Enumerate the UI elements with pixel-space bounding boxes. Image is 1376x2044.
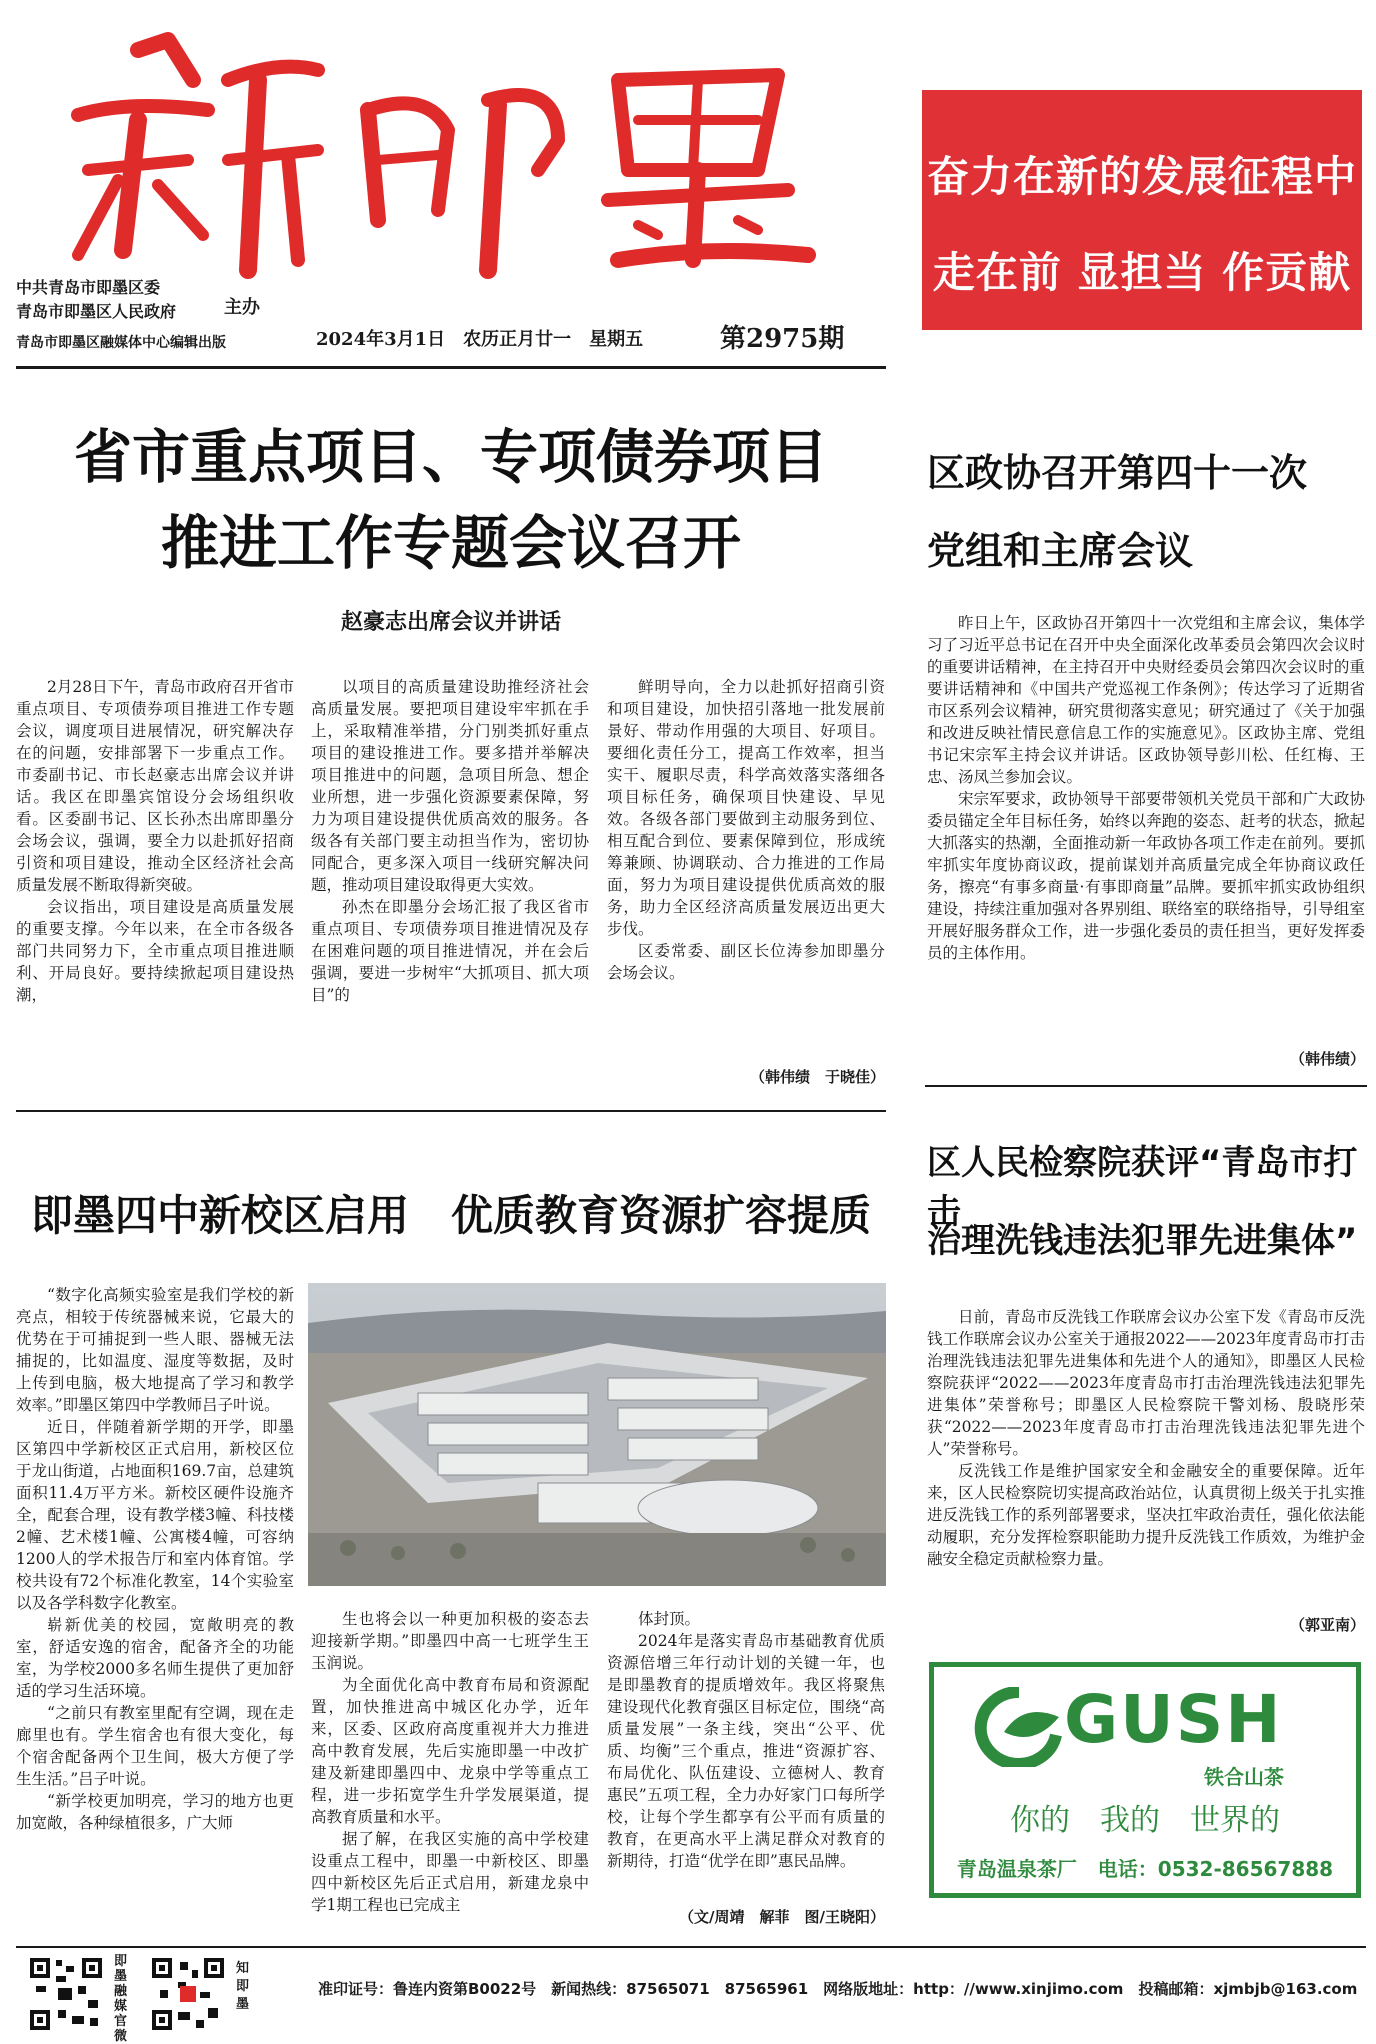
issue-number: 第2975期	[720, 324, 845, 354]
article2-headline-2: 党组和主席会议	[927, 529, 1194, 573]
article1-headline-1: 省市重点项目、专项债券项目	[73, 423, 828, 491]
ad-company: 青岛温泉茶厂	[956, 1857, 1077, 1881]
qr-code-icon	[150, 1956, 226, 2032]
article3-paragraph: “数字化高频实验室是我们学校的新亮点，相较于传统器械来说，它最大的优势在于可捕捉到一些人眼、器械无法捕捉的，比如温度、湿度等数据，及时上传到电脑，极大地提高了学习和教学效率。”即墨区第四中学教师吕子叶说。	[16, 1286, 294, 1414]
publishers	[16, 276, 176, 324]
article3-paragraph: “之前只有教室里配有空调，现在走廊里也有。学生宿舍也有很大变化，每个宿舍配备两个卫生间，极大方便了学生生活。”吕子叶说。	[16, 1704, 294, 1788]
school-campus-illustration	[308, 1283, 886, 1586]
article3-col-1	[16, 1284, 294, 1834]
editor-line: 青岛市即墨区融媒体中心编辑出版	[16, 335, 226, 351]
article1-col-1	[16, 676, 294, 1006]
article1-subhead: 赵豪志出席会议并讲话	[340, 609, 561, 635]
article3-col-3	[607, 1608, 885, 1872]
article3-paragraph: 崭新优美的校园，宽敞明亮的教室，舒适安逸的宿舍，配备齐全的功能室，为学校2000多名师生提供了更加舒适的学习生活环境。	[16, 1616, 294, 1700]
article1-paragraph: 鲜明导向，全力以赴抓好招商引资和项目建设，加快招引落地一批发展前景好、带动作用强的大项目、好项目。要细化责任分工，提高工作效率，担当实干、履职尽责，科学高效落实落细各项目标任务，确保项目快建设、早见效。各级各部门要做到主动服务到位、相互配合到位、要素保障到位，形成统筹兼顾、协调联动、合力推进的工作局面，努力为项目建设提供优质高效的服务，助力全区经济高质量发展迈出更大步伐。	[607, 678, 885, 938]
qr-label-1: 即墨融媒官微	[114, 1954, 128, 2044]
section-rule	[925, 1085, 1367, 1087]
qr-code-icon	[28, 1956, 104, 2032]
article1-col-2	[311, 676, 589, 1006]
article1-col-3	[607, 676, 885, 984]
host-label: 主办	[224, 297, 260, 318]
article2-headline-1: 区政协召开第四十一次	[927, 451, 1308, 495]
article2-body	[927, 612, 1365, 964]
school-campus-photo	[308, 1283, 886, 1586]
section-rule	[16, 1110, 886, 1112]
article1-paragraph: 区委常委、副区长位涛参加即墨分会场会议。	[607, 942, 885, 982]
issue-date: 2024年3月1日 农历正月廿一 星期五	[316, 329, 644, 350]
qr-label-2: 知即墨	[236, 1961, 250, 2012]
article1-headline-2: 推进工作专题会议召开	[160, 509, 741, 577]
banner-line-2: 走在前 显担当 作贡献	[932, 248, 1352, 297]
article4-body	[927, 1306, 1365, 1570]
footer	[0, 1940, 1376, 2044]
banner-line-1: 奋力在新的发展征程中	[926, 152, 1357, 201]
article1-paragraph: 以项目的高质量建设助推经济社会高质量发展。要把项目建设牢牢抓在手上，采取精准举措，分门别类抓好重点项目的建设推进工作。要多措并举解决项目推进中的问题，急项目所急、想企业所想，进一步强化资源要素保障，努力为项目建设提供优质高效的服务。各级各有关部门要主动担当作为，密切协同配合，更多深入项目一线研究解决问题，推动项目建设取得更大实效。	[311, 678, 589, 894]
tea-advertisement	[929, 1662, 1361, 1898]
article4-headline-2: 治理洗钱违法犯罪先进集体”	[927, 1221, 1358, 1261]
ad-product: 铁合山茶	[1204, 1765, 1284, 1789]
article2-byline: （韩伟绩）	[1289, 1050, 1365, 1068]
article1-paragraph: 会议指出，项目建设是高质量发展的重要支撑。今年以来，在全市各级各部门共同努力下，全市重点项目推进顺利、开局良好。要持续掀起项目建设热潮，	[16, 898, 294, 1004]
article2-paragraph: 宋宗军要求，政协领导干部要带领机关党员干部和广大政协委员锚定全年目标任务，始终以奔跑的姿态、赶考的状态，掀起大抓落实的热潮，全面推动新一年政协各项工作走在前列。要抓牢抓实年度协商议政，提前谋划并高质量完成全年协商议政任务，擦亮“有事多商量·有事即商量”品牌。要抓牢抓实政协组织建设，持续注重加强对各界别组、联络室的联络指导，引导组室开展好服务群众工作，进一步强化委员的责任担当，更好发挥委员的主体作用。	[927, 790, 1365, 962]
masthead-rule	[16, 366, 886, 369]
article3-paragraph: 据了解，在我区实施的高中学校建设重点工程中，即墨一中新校区、即墨四中新校区先后正式启用，新建龙泉中学1期工程也已完成主	[311, 1830, 589, 1914]
masthead	[18, 20, 918, 295]
article1-paragraph: 孙杰在即墨分会场汇报了我区省市重点项目、专项债券项目推进情况及存在困难问题的项目推进情况，并在会后强调，要进一步树牢“大抓项目、抓大项目”的	[311, 898, 589, 1004]
article3-paragraph: 生也将会以一种更加积极的姿态去迎接新学期。”即墨四中高一七班学生王玉润说。	[311, 1610, 589, 1672]
article4-paragraph: 反洗钱工作是维护国家安全和金融安全的重要保障。近年来，区人民检察院切实提高政治站位，认真贯彻上级关于扎实推进反洗钱工作的系列部署要求，坚决扛牢政治责任，强化依法能动履职，充分发挥检察职能助力提升反洗钱工作质效，为维护金融安全稳定贡献检察力量。	[927, 1462, 1365, 1568]
article3-paragraph: 体封顶。	[638, 1610, 701, 1628]
publisher-1: 中共青岛市即墨区委	[16, 278, 161, 297]
article3-paragraph: 2024年是落实青岛市基础教育优质资源倍增三年行动计划的关键一年，也是即墨教育的提质增效年。我区将聚焦建设现代化教育强区目标定位，围绕“高质量发展”一条主线，突出“公平、优质、均衡”三个重点，推进“资源扩容、布局优化、队伍建设、立德树人、教育惠民”五项工程，全力办好家门口每所学校，让每个学生都享有公平而有质量的教育，在更高水平上满足群众对教育的新期待，打造“优学在即”惠民品牌。	[607, 1632, 885, 1870]
article4-byline: （郭亚南）	[1289, 1616, 1365, 1634]
article4-headline-1: 区人民检察院获评“青岛市打击	[927, 1143, 1358, 1232]
article3-byline: （文/周靖 解菲 图/王晓阳）	[679, 1908, 885, 1926]
article3-paragraph: “新学校更加明亮，学习的地方也更加宽敞，各种绿植很多，广大师	[16, 1792, 294, 1832]
tea-leaf-logo-icon	[974, 1687, 1064, 1767]
article1-byline: （韩伟绩 于晓佳）	[749, 1068, 885, 1086]
article1-paragraph: 2月28日下午，青岛市政府召开省市重点项目、专项债券项目推进工作专题会议，调度项目进展情况，研究解决存在的问题，安排部署下一步重点工作。市委副书记、市长赵豪志出席会议并讲话。我区在即墨宾馆设分会场组织收看。区委副书记、区长孙杰出席即墨分会场会议，强调，要全力以赴抓好招商引资和项目建设，推动全区经济社会高质量发展不断取得新突破。	[16, 678, 294, 894]
ad-slogan: 你的 我的 世界的	[1010, 1803, 1280, 1838]
ad-contact	[934, 1853, 1356, 1882]
article3-paragraph: 为全面优化高中教育布局和资源配置，加快推进高中城区化办学，近年来，区委、区政府高度重视并大力推进高中教育发展，先后实施即墨一中改扩建及新建即墨四中、龙泉中学等重点工程，进一步拓宽学生升学发展渠道，提高教育质量和水平。	[311, 1676, 589, 1826]
article3-paragraph: 近日，伴随着新学期的开学，即墨区第四中学新校区正式启用，新校区位于龙山街道，占地面积169.7亩，总建筑面积11.4万平方米。新校区硬件设施齐全，配套合理，设有教学楼3幢、科技楼2幢、艺术楼1幢、公寓楼4幢，可容纳1200人的学术报告厅和室内体育馆。学校共设有72个标准化教室，14个实验室以及各学科数字化教室。	[16, 1418, 294, 1612]
masthead-logo	[18, 20, 918, 290]
ad-phone: 电话：0532-86567888	[1097, 1857, 1334, 1881]
article2-paragraph: 昨日上午，区政协召开第四十一次党组和主席会议，集体学习了习近平总书记在召开中央全面深化改革委员会第四次会议时的重要讲话精神，在主持召开中央财经委员会第四次会议时的重要讲话精神和《中国共产党巡视工作条例》；传达学习了近期省市区系列会议精神，研究贯彻落实意见；研究通过了《关于加强和改进反映社情民意信息工作的实施意见》。区政协主席、党组书记宋宗军主持会议并讲话。区政协领导彭川松、任红梅、王忠、汤凤兰参加会议。	[927, 614, 1365, 786]
publisher-2: 青岛市即墨区人民政府	[16, 302, 177, 321]
footer-info: 准印证号：鲁连内资第B0022号 新闻热线：87565071 87565961 网络版地址：http：//www.xinjimo.com 投稿邮箱：xjmbjb@163.com	[318, 1980, 1358, 1998]
ad-brand: GUSH	[1064, 1681, 1283, 1758]
article3-headline: 即墨四中新校区启用 优质教育资源扩容提质	[30, 1191, 871, 1240]
article3-col-2	[311, 1608, 589, 1916]
slogan-banner	[922, 90, 1362, 330]
article4-paragraph: 日前，青岛市反洗钱工作联席会议办公室下发《青岛市反洗钱工作联席会议办公室关于通报2022——2023年度青岛市打击治理洗钱违法犯罪先进集体和先进个人的通知》，即墨区人民检察院获评“2022——2023年度青岛市打击治理洗钱违法犯罪先进集体”荣誉称号；即墨区人民检察院干警刘杨、殷晓彤荣获“2022——2023年度青岛市打击治理洗钱违法犯罪先进个人”荣誉称号。	[927, 1308, 1365, 1458]
